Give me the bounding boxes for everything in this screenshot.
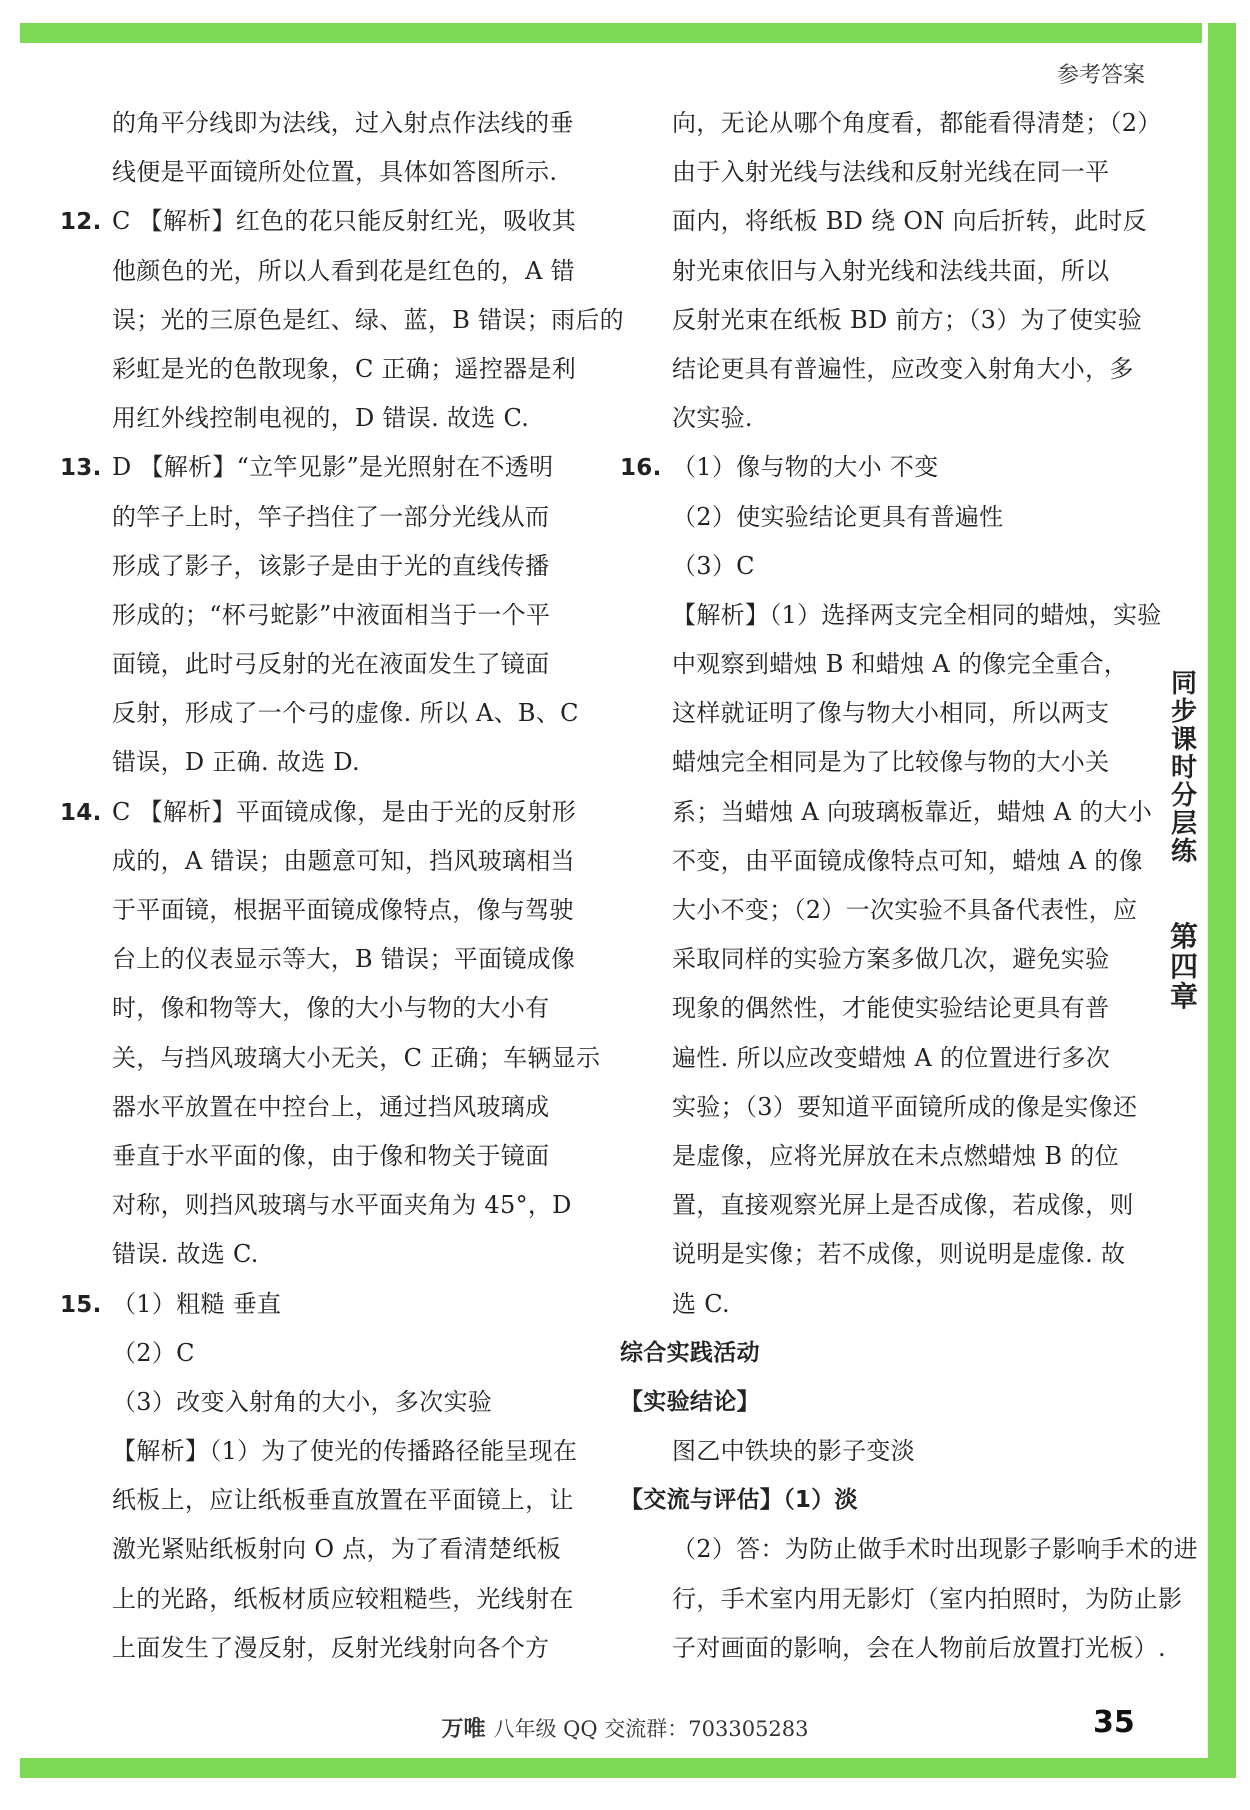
line-text: 现象的偶然性，才能使实验结论更具有普 [672, 994, 1110, 1023]
line-text: 实验；（3）要知道平面镜所成的像是实像还 [672, 1092, 1138, 1121]
line-text: （2）使实验结论更具有普遍性 [672, 502, 1004, 531]
text-line [620, 345, 1145, 394]
side-tab-chapter [1154, 922, 1214, 1013]
line-text: （3）改变入射角的大小，多次实验 [112, 1387, 493, 1416]
text-line [620, 1181, 1145, 1230]
side-tab-char: 四 [1169, 950, 1198, 984]
line-text: 这样就证明了像与物大小相同，所以两支 [672, 699, 1110, 728]
text-line [60, 443, 590, 492]
side-tab-series [1154, 670, 1214, 867]
side-tab-char: 课 [1170, 725, 1197, 756]
header-label: 参考答案 [1056, 63, 1145, 88]
line-text: 对称，则挡风玻璃与水平面夹角为 45°，D [112, 1191, 572, 1220]
line-text: 【解析】（1）选择两支完全相同的蜡烛，实验 [672, 600, 1162, 629]
line-text: 错误，D 正确. 故选 D. [112, 748, 360, 777]
top-green-bar [20, 23, 1202, 43]
line-text: 纸板上，应让纸板垂直放置在平面镜上，让 [112, 1486, 574, 1515]
line-text: 的角平分线即为法线，过入射点作法线的垂 [112, 109, 574, 137]
text-line [620, 984, 1145, 1033]
text-line [620, 394, 1145, 443]
text-line [60, 689, 590, 738]
line-text: （1）粗糙 垂直 [112, 1289, 282, 1318]
text-line [620, 493, 1145, 542]
question-number: 14. [60, 799, 102, 826]
line-text: 次实验. [672, 404, 753, 433]
line-text: 大小不变；（2）一次实验不具备代表性，应 [672, 896, 1138, 924]
right-green-bar [1208, 23, 1236, 1775]
text-line [60, 1280, 590, 1329]
line-text: 射光束依旧与入射光线和法线共面，所以 [672, 256, 1110, 285]
line-text: 系；当蜡烛 A 向玻璃板靠近，蜡烛 A 的大小 [672, 797, 1153, 826]
text-line [60, 1378, 590, 1427]
text-line [60, 148, 590, 197]
line-text: 是虚像，应将光屏放在未点燃蜡烛 B 的位 [672, 1141, 1119, 1170]
footer-brand: 万唯 [441, 1717, 486, 1742]
text-line [60, 247, 590, 296]
line-text: 台上的仪表显示等大，B 错误；平面镜成像 [112, 945, 576, 974]
line-text: 采取同样的实验方案多做几次，避免实验 [672, 945, 1110, 974]
text-line [60, 1624, 590, 1673]
text-line [620, 1034, 1145, 1083]
line-text: 【交流与评估】（1）淡 [620, 1487, 858, 1514]
line-text: D 【解析】“立竿见影”是光照射在不透明 [112, 453, 554, 482]
side-tab-char: 分 [1170, 781, 1197, 812]
text-line [620, 1083, 1145, 1132]
text-line [620, 591, 1162, 640]
text-line [620, 1132, 1145, 1181]
line-text: 置，直接观察光屏上是否成像，若成像，则 [672, 1191, 1134, 1220]
line-text: 垂直于水平面的像，由于像和物关于镜面 [112, 1141, 550, 1170]
line-text: （2）答：为防止做手术时出现影子影响手术的进 [672, 1535, 1198, 1564]
line-text: 激光紧贴纸板射向 O 点，为了看清楚纸板 [112, 1535, 561, 1564]
text-line [60, 394, 590, 443]
text-line [620, 1329, 1145, 1378]
question-number: 16. [620, 455, 662, 482]
text-line [620, 443, 1145, 492]
text-line [620, 296, 1145, 345]
text-line [60, 984, 590, 1033]
text-line [60, 1427, 590, 1476]
footer-text: 八年级 QQ 交流群：703305283 [493, 1717, 809, 1741]
text-line [60, 296, 624, 345]
line-text: 面内，将纸板 BD 绕 ON 向后折转，此时反 [672, 207, 1147, 236]
line-text: 结论更具有普遍性，应改变入射角大小，多 [672, 354, 1134, 383]
line-text: 关，与挡风玻璃大小无关，C 正确；车辆显示 [112, 1043, 601, 1072]
line-text: C 【解析】平面镜成像，是由于光的反射形 [112, 797, 576, 826]
page-number: 35 [1093, 1705, 1135, 1740]
text-line [60, 788, 590, 837]
line-text: 反射光束在纸板 BD 前方；（3）为了使实验 [672, 305, 1143, 334]
text-line [620, 788, 1153, 837]
line-text: 蜡烛完全相同是为了比较像与物的大小关 [672, 748, 1110, 777]
text-line [620, 1525, 1198, 1574]
text-line [620, 1378, 1145, 1427]
line-text: 错误. 故选 C. [112, 1240, 259, 1269]
line-text: 上面发生了漫反射，反射光线射向各个方 [112, 1633, 550, 1662]
text-line [60, 738, 590, 787]
line-text: 时，像和物等大，像的大小与物的大小有 [112, 994, 550, 1023]
side-tab-char: 练 [1170, 837, 1197, 868]
line-text: 误；光的三原色是红、绿、蓝，B 错误；雨后的 [112, 305, 624, 334]
text-line [60, 1034, 601, 1083]
text-line [620, 689, 1145, 738]
text-line [60, 837, 590, 886]
text-line [60, 1525, 590, 1574]
line-text: 的竿子上时，竿子挡住了一部分光线从而 [112, 502, 550, 531]
text-line [60, 542, 590, 591]
line-text: 于平面镜，根据平面镜成像特点，像与驾驶 [112, 896, 574, 924]
line-text: 【解析】（1）为了使光的传播路径能呈现在 [112, 1437, 578, 1466]
text-line [60, 345, 590, 394]
text-line [60, 1181, 590, 1230]
line-text: 彩虹是光的色散现象，C 正确；遥控器是利 [112, 354, 576, 383]
side-tab-char: 时 [1170, 753, 1197, 784]
text-line [620, 1476, 1145, 1525]
text-line [620, 542, 1145, 591]
line-text: 图乙中铁块的影子变淡 [672, 1437, 915, 1466]
text-line [60, 640, 590, 689]
text-line [60, 197, 590, 246]
side-tab-char: 同 [1170, 669, 1197, 699]
line-text: C 【解析】红色的花只能反射红光，吸收其 [112, 207, 576, 236]
line-text: 遍性. 所以应改变蜡烛 A 的位置进行多次 [672, 1043, 1111, 1072]
line-text: 向，无论从哪个角度看，都能看得清楚；（2） [672, 109, 1162, 137]
side-tab-char: 层 [1170, 809, 1197, 840]
text-line [620, 935, 1145, 984]
text-line [620, 247, 1145, 296]
line-text: 线便是平面镜所处位置，具体如答图所示. [112, 158, 558, 187]
text-line [60, 886, 590, 935]
text-line [60, 99, 590, 148]
text-line [620, 1230, 1145, 1279]
line-text: 不变，由平面镜成像特点可知，蜡烛 A 的像 [672, 846, 1143, 875]
question-number: 13. [60, 455, 102, 482]
left-column [60, 99, 624, 1673]
line-text: 子对画面的影响，会在人物前后放置打光板）. [672, 1633, 1166, 1662]
line-text: 综合实践活动 [620, 1339, 760, 1366]
line-text: 中观察到蜡烛 B 和蜡烛 A 的像完全重合， [672, 650, 1129, 679]
line-text: 他颜色的光，所以人看到花是红色的，A 错 [112, 256, 575, 285]
text-line [620, 197, 1145, 246]
line-text: 器水平放置在中控台上，通过挡风玻璃成 [112, 1092, 550, 1121]
text-line [620, 738, 1145, 787]
text-line [620, 886, 1145, 935]
line-text: （1）像与物的大小 不变 [672, 453, 939, 482]
line-text: 面镜，此时弓反射的光在液面发生了镜面 [112, 650, 550, 679]
line-text: 成的，A 错误；由题意可知，挡风玻璃相当 [112, 846, 575, 875]
line-text: 行，手术室内用无影灯（室内拍照时，为防止影 [672, 1584, 1183, 1613]
text-line [60, 1083, 590, 1132]
text-line [620, 148, 1145, 197]
side-tab-char: 步 [1170, 697, 1197, 728]
text-line [60, 591, 590, 640]
text-line [620, 99, 1162, 148]
question-number: 15. [60, 1291, 102, 1318]
text-line [620, 640, 1145, 689]
line-text: 形成的；“杯弓蛇影”中液面相当于一个平 [112, 600, 551, 629]
line-text: 形成了影子，该影子是由于光的直线传播 [112, 551, 550, 580]
line-text: （2）C [112, 1338, 195, 1367]
text-line [60, 1575, 590, 1624]
text-line [60, 935, 590, 984]
line-text: 说明是实像；若不成像，则说明是虚像. 故 [672, 1240, 1126, 1269]
text-line [60, 1476, 590, 1525]
text-line [620, 1427, 1145, 1476]
text-line [620, 1624, 1166, 1673]
line-text: 反射，形成了一个弓的虚像. 所以 A、B、C [112, 699, 579, 728]
text-line [60, 1132, 590, 1181]
text-line [60, 1230, 590, 1279]
side-tab-char: 章 [1169, 980, 1198, 1014]
text-line [60, 1329, 590, 1378]
line-text: 由于入射光线与法线和反射光线在同一平 [672, 158, 1110, 187]
line-text: 用红外线控制电视的，D 错误. 故选 C. [112, 404, 530, 433]
bottom-green-bar [20, 1758, 1236, 1778]
text-line [620, 1280, 1145, 1329]
footer [0, 1712, 1250, 1743]
text-line [60, 493, 590, 542]
text-line [620, 837, 1145, 886]
text-line [620, 1575, 1183, 1624]
right-column [620, 99, 1198, 1673]
line-text: 选 C. [672, 1289, 730, 1318]
side-tab-char: 第 [1169, 920, 1198, 953]
line-text: （3）C [672, 551, 755, 580]
question-number: 12. [60, 209, 102, 236]
line-text: 【实验结论】 [620, 1388, 760, 1415]
line-text: 上的光路，纸板材质应较粗糙些，光线射在 [112, 1584, 574, 1613]
